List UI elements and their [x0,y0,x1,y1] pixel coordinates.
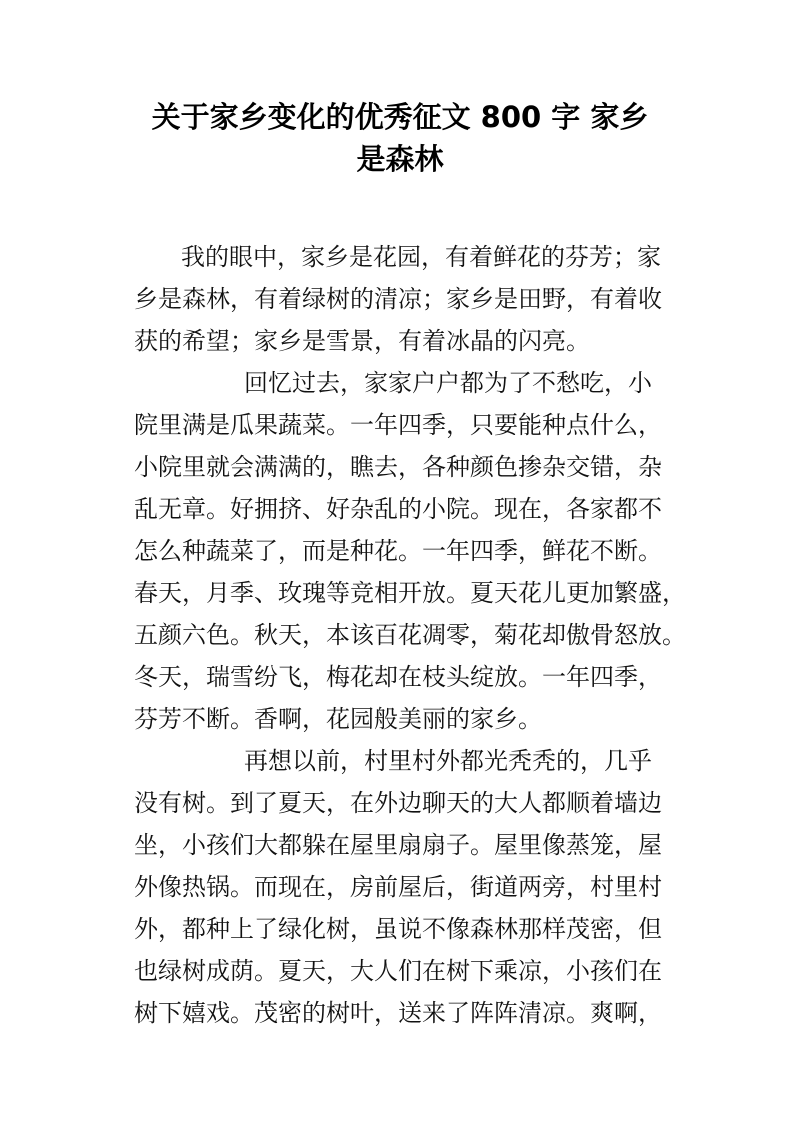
paragraph-3-line: 树下嬉戏。茂密的树叶，送来了阵阵清凉。爽啊， [134,999,662,1027]
paragraph-1-line: 获的希望；家乡是雪景，有着冰晶的闪亮。 [134,327,590,355]
paragraph-2-line: 小院里就会满满的，瞧去，各种颜色掺杂交错，杂 [134,453,662,481]
paragraph-2-line: 回忆过去，家家户户都为了不愁吃，小 [244,369,652,397]
paragraph-3-line: 外像热锅。而现在，房前屋后，街道两旁，村里村 [134,873,662,901]
paragraph-2-line: 五颜六色。秋天，本该百花凋零，菊花却傲骨怒放。 [134,621,686,649]
paragraph-3-line: 没有树。到了夏天，在外边聊天的大人都顺着墙边 [134,789,662,817]
paragraph-2-line: 院里满是瓜果蔬菜。一年四季，只要能种点什么， [134,411,662,439]
document-title [110,96,690,180]
title-line-1: 关于家乡变化的优秀征文 800 字 家乡 [151,100,649,134]
paragraph-2-line: 春天，月季、玫瑰等竞相开放。夏天花儿更加繁盛， [134,579,686,607]
paragraph-3-line: 也绿树成荫。夏天，大人们在树下乘凉，小孩们在 [134,957,662,985]
paragraph-3-line: 外，都种上了绿化树，虽说不像森林那样茂密，但 [134,915,662,943]
paragraph-3-line: 坐，小孩们大都躲在屋里扇扇子。屋里像蒸笼，屋 [134,831,662,859]
paragraph-2-line: 乱无章。好拥挤、好杂乱的小院。现在，各家都不 [134,495,662,523]
paragraph-3-line: 再想以前，村里村外都光秃秃的，几乎 [244,747,652,775]
paragraph-1-line: 乡是森林，有着绿树的清凉；家乡是田野，有着收 [134,285,662,313]
paragraph-2-line: 怎么种蔬菜了，而是种花。一年四季，鲜花不断。 [134,537,662,565]
paragraph-2-line: 冬天，瑞雪纷飞，梅花却在枝头绽放。一年四季， [134,663,662,691]
title-line-2: 是森林 [356,142,444,176]
paragraph-1-line: 我的眼中，家乡是花园，有着鲜花的芬芳；家 [181,243,661,271]
paragraph-2-line: 芬芳不断。香啊，花园般美丽的家乡。 [134,705,542,733]
